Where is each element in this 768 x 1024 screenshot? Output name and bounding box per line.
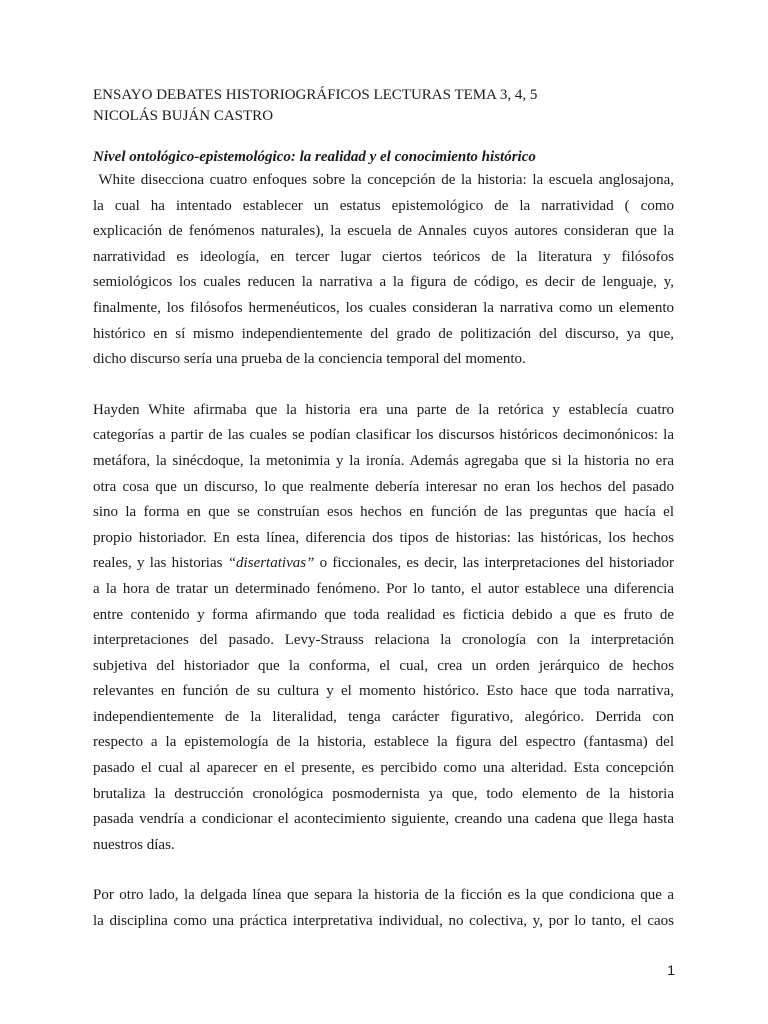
document-page: [93, 85, 674, 935]
text-line: explicación de fenómenos naturales), la escuela de Annales cuyos autores consideran que la: [93, 223, 674, 240]
text-line: respecto a la epistemología de la historia, establece la figura del espectro (fantasma) del: [93, 734, 674, 751]
text-line: interpretaciones del pasado. Levy-Strauss relaciona la cronología con la interpretación: [93, 632, 674, 649]
text-line: entre contenido y forma afirmando que toda realidad es ficticia debido a que es fruto de: [93, 606, 674, 623]
paragraph-2: [93, 398, 674, 859]
text-line: a la hora de tratar un determinado fenómeno. Por lo tanto, el autor establece una diferencia: [93, 580, 674, 597]
text-line: la cual ha intentado establecer un estatus epistemológico de la narratividad ( como: [93, 197, 674, 214]
text-segment: reales, y las historias: [93, 555, 228, 572]
text-line: dicho discurso sería una prueba de la conciencia temporal del momento.: [93, 351, 526, 368]
italic-term: “disertativas”: [227, 555, 315, 572]
text-line: Hayden White afirmaba que la historia era una parte de la retórica y establecía cuatro: [93, 401, 674, 418]
text-line: pasada vendría a condicionar el acontecimiento siguiente, creando una cadena que llega hasta: [93, 811, 674, 828]
page-number: 1: [667, 962, 675, 978]
text-line: propio historiador. En esta línea, diferencia dos tipos de historias: las históricas, los hechos: [93, 529, 674, 546]
text-line: subjetiva del historiador que la conforma, el cual, crea un orden jerárquico de hechos: [93, 657, 674, 674]
text-line-with-italic: [93, 551, 674, 577]
text-line: pasado el cual al aparecer en el presente, es percibido como una alteridad. Esta concepción: [93, 760, 674, 777]
paragraph-1: [93, 168, 674, 373]
text-line: semiológicos los cuales reducen la narrativa a la figura de código, es decir de lenguaje, y,: [93, 274, 674, 291]
author-name: NICOLÁS BUJÁN CASTRO: [93, 108, 274, 124]
text-line: independientemente de la literalidad, tenga carácter figurativo, alegórico. Derrida con: [93, 708, 674, 725]
text-line: finalmente, los filósofos hermenéuticos, los cuales consideran la narrativa como un elemento: [93, 299, 674, 316]
text-line: relevantes en función de su cultura y el momento histórico. Esto hace que toda narrativa,: [93, 683, 674, 700]
text-line: la disciplina como una práctica interpretativa individual, no colectiva, y, por lo tanto, el caos: [93, 913, 674, 930]
text-line: nuestros días.: [93, 836, 175, 853]
text-line: brutaliza la destrucción cronológica posmodernista ya que, todo elemento de la historia: [93, 785, 674, 802]
text-line: sino la forma en que se construían esos hechos en función de las preguntas que hacía el: [93, 504, 674, 521]
text-line: categorías a partir de las cuales se podían clasificar los discursos históricos decimonónicos: la: [93, 427, 674, 444]
text-line: narratividad es ideología, en tercer lugar ciertos teóricos de la literatura y filósofos: [93, 248, 674, 265]
text-line: histórico en sí mismo independientemente del grado de politización del discurso, ya que,: [93, 325, 674, 342]
text-line: metáfora, la sinécdoque, la metonimia y la ironía. Además agregaba que si la historia no era: [93, 452, 674, 469]
section-subtitle: Nivel ontológico-epistemológico: la realidad y el conocimiento histórico: [93, 149, 536, 165]
text-segment: o ficcionales, es decir, las interpretaciones del historiador: [314, 555, 674, 572]
text-line: Por otro lado, la delgada línea que separa la historia de la ficción es la que condiciona que a: [93, 887, 674, 904]
text-line: otra cosa que un discurso, lo que realmente debería interesar no eran los hechos del pasado: [93, 478, 674, 495]
paragraph-3: [93, 883, 674, 934]
text-line: White disecciona cuatro enfoques sobre la concepción de la historia: la escuela anglosajona,: [93, 172, 674, 188]
document-title: ENSAYO DEBATES HISTORIOGRÁFICOS LECTURAS TEMA 3, 4, 5: [93, 87, 538, 103]
